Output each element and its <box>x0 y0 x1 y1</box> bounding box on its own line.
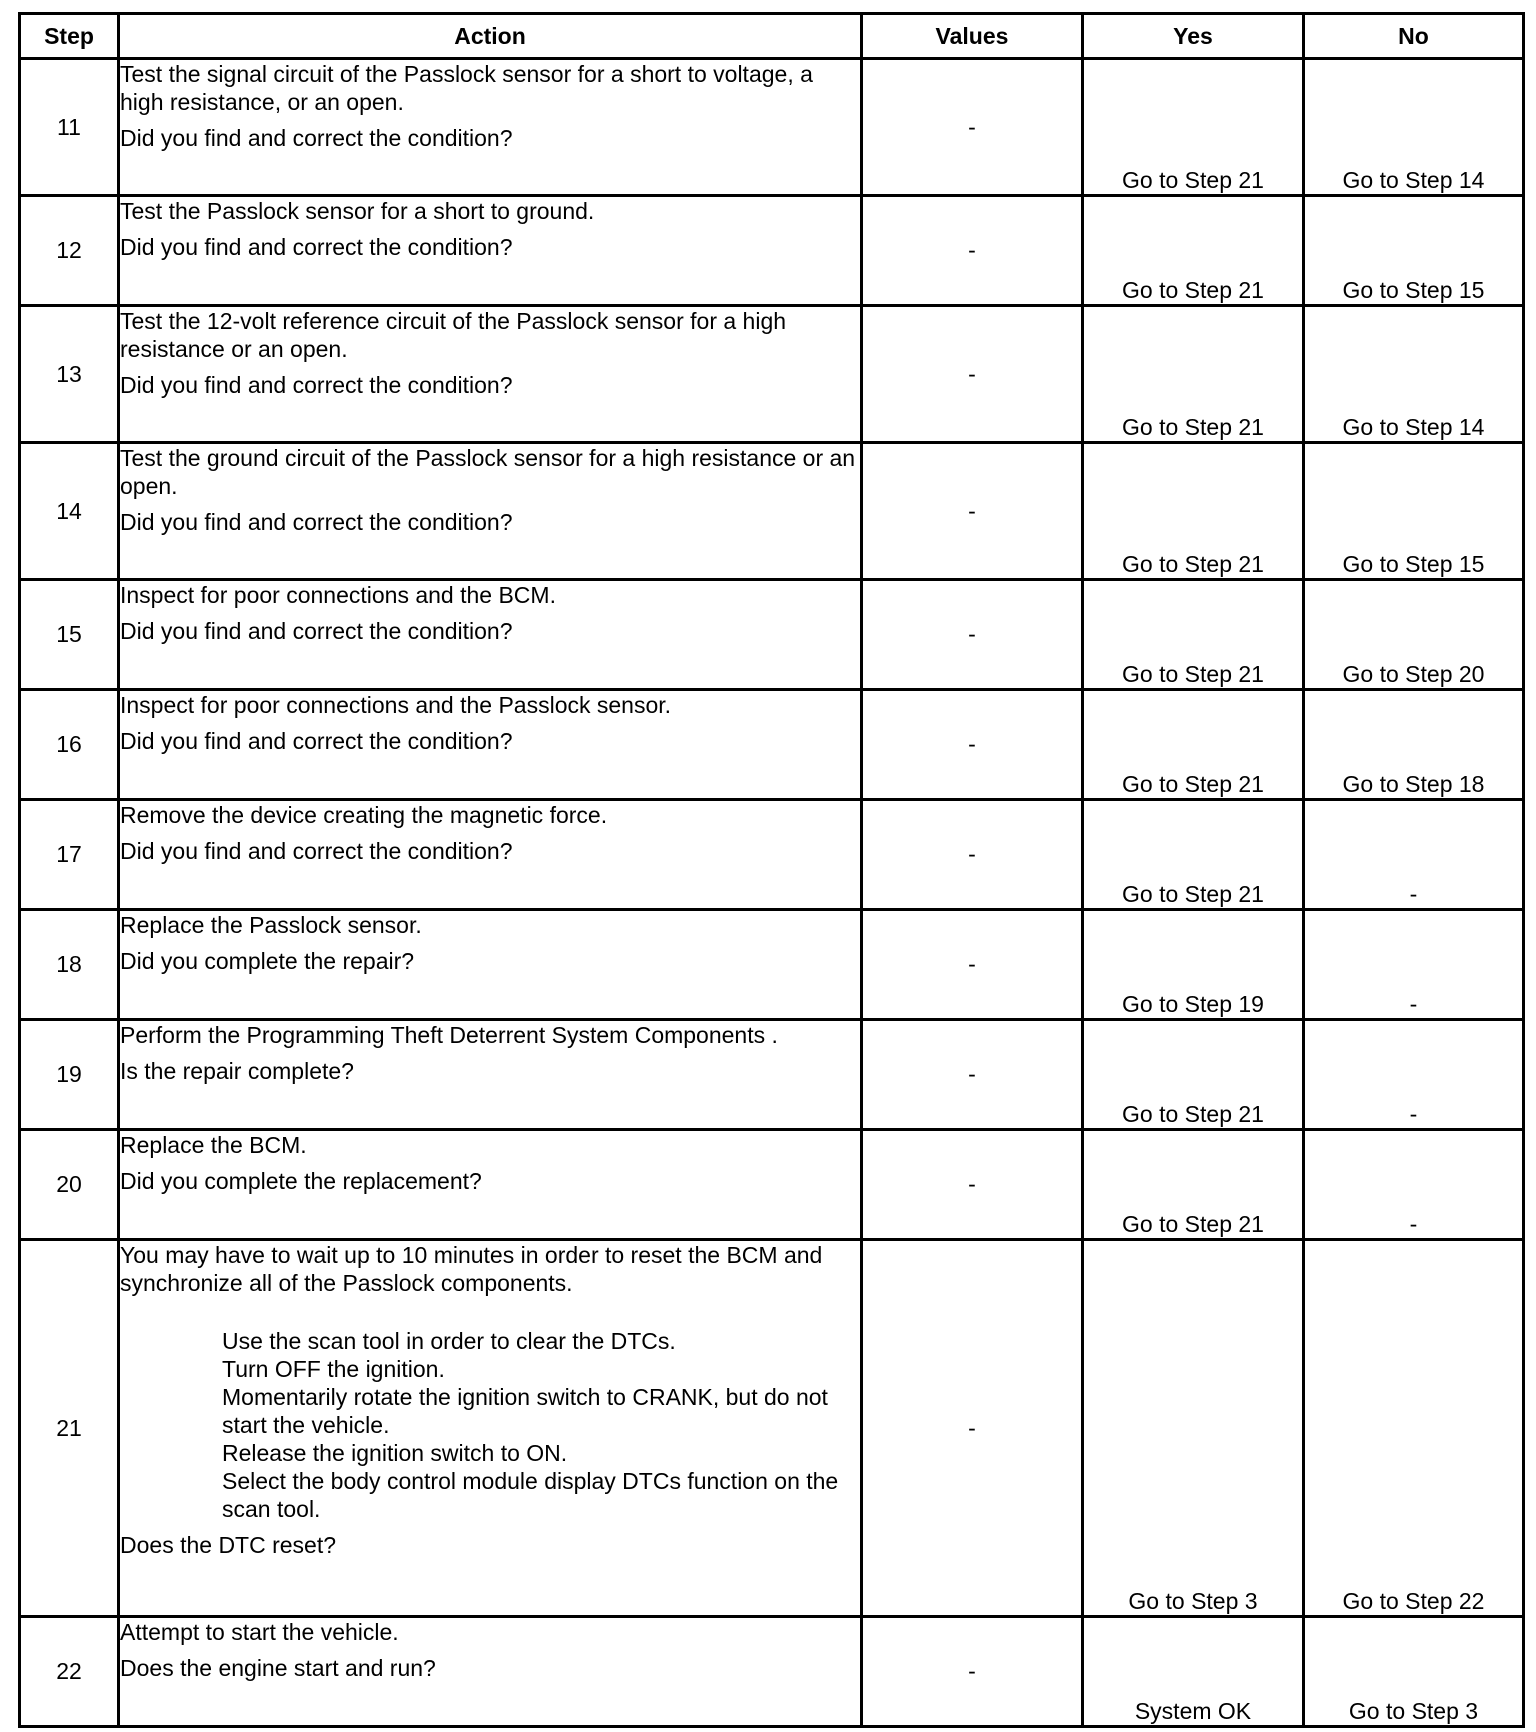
action-question: Is the repair complete? <box>120 1058 354 1085</box>
action-question: Did you find and correct the condition? <box>120 838 513 865</box>
step-number: 15 <box>20 580 119 690</box>
no-cell: Go to Step 15 <box>1304 443 1524 580</box>
table-row <box>20 59 1524 196</box>
table-row <box>20 910 1524 1020</box>
header-row <box>20 14 1524 59</box>
no-cell: - <box>1304 910 1524 1020</box>
action-cell <box>119 690 862 800</box>
action-question: Did you find and correct the condition? <box>120 509 513 536</box>
step-number: 21 <box>20 1240 119 1617</box>
action-instruction: Test the 12-volt reference circuit of the Passlock sensor for a high resistance or an open. <box>120 308 787 363</box>
table-row <box>20 306 1524 443</box>
value-cell: - <box>862 1130 1083 1240</box>
no-cell: Go to Step 20 <box>1304 580 1524 690</box>
step-number: 11 <box>20 59 119 196</box>
action-question: Did you complete the repair? <box>120 948 415 975</box>
no-cell: Go to Step 14 <box>1304 306 1524 443</box>
step-number: 22 <box>20 1617 119 1727</box>
step-number: 20 <box>20 1130 119 1240</box>
no-cell: - <box>1304 1020 1524 1130</box>
action-instruction: You may have to wait up to 10 minutes in order to reset the BCM and synchronize all of the Passlock components. <box>120 1242 823 1297</box>
action-question: Did you find and correct the condition? <box>120 728 513 755</box>
no-cell: Go to Step 3 <box>1304 1617 1524 1727</box>
action-cell <box>119 196 862 306</box>
value-cell: - <box>862 910 1083 1020</box>
no-cell: Go to Step 22 <box>1304 1240 1524 1617</box>
step-number: 13 <box>20 306 119 443</box>
yes-cell: Go to Step 19 <box>1083 910 1304 1020</box>
value-cell: - <box>862 1617 1083 1727</box>
yes-cell: Go to Step 3 <box>1083 1240 1304 1617</box>
substep-list <box>120 1327 860 1523</box>
action-instruction: Replace the BCM. <box>120 1132 307 1158</box>
diagnostic-table <box>18 12 1525 1728</box>
substep-item: Select the body control module display DTCs function on the scan tool. <box>222 1468 839 1523</box>
step-number: 18 <box>20 910 119 1020</box>
header-step: Step <box>20 14 119 59</box>
action-cell <box>119 443 862 580</box>
action-question: Did you find and correct the condition? <box>120 372 513 399</box>
action-cell <box>119 1020 862 1130</box>
yes-cell: Go to Step 21 <box>1083 690 1304 800</box>
value-cell: - <box>862 800 1083 910</box>
table-row <box>20 800 1524 910</box>
value-cell: - <box>862 306 1083 443</box>
yes-cell: Go to Step 21 <box>1083 1020 1304 1130</box>
action-cell <box>119 1130 862 1240</box>
action-instruction: Replace the Passlock sensor. <box>120 912 422 938</box>
action-instruction: Test the signal circuit of the Passlock sensor for a short to voltage, a high resistance, or an open. <box>120 61 813 116</box>
substep-item: Use the scan tool in order to clear the DTCs. <box>222 1328 676 1355</box>
no-cell: Go to Step 15 <box>1304 196 1524 306</box>
no-cell: Go to Step 18 <box>1304 690 1524 800</box>
action-instruction: Inspect for poor connections and the Passlock sensor. <box>120 692 672 718</box>
value-cell: - <box>862 196 1083 306</box>
action-instruction: Remove the device creating the magnetic force. <box>120 802 608 828</box>
action-instruction: Test the Passlock sensor for a short to ground. <box>120 198 595 224</box>
action-question: Did you find and correct the condition? <box>120 125 513 152</box>
action-instruction: Perform the Programming Theft Deterrent System Components . <box>120 1022 778 1048</box>
table-row <box>20 1020 1524 1130</box>
action-cell <box>119 306 862 443</box>
action-question: Did you find and correct the condition? <box>120 618 513 645</box>
header-yes: Yes <box>1083 14 1304 59</box>
no-cell: - <box>1304 800 1524 910</box>
yes-cell: Go to Step 21 <box>1083 196 1304 306</box>
step-number: 12 <box>20 196 119 306</box>
action-instruction: Inspect for poor connections and the BCM. <box>120 582 556 608</box>
step-number: 19 <box>20 1020 119 1130</box>
table-row <box>20 1240 1524 1617</box>
yes-cell: Go to Step 21 <box>1083 1130 1304 1240</box>
yes-cell: Go to Step 21 <box>1083 59 1304 196</box>
action-instruction: Test the ground circuit of the Passlock sensor for a high resistance or an open. <box>120 445 856 500</box>
step-number: 14 <box>20 443 119 580</box>
value-cell: - <box>862 1240 1083 1617</box>
value-cell: - <box>862 690 1083 800</box>
yes-cell: Go to Step 21 <box>1083 580 1304 690</box>
yes-cell: System OK <box>1083 1617 1304 1727</box>
action-question: Does the DTC reset? <box>120 1532 337 1559</box>
value-cell: - <box>862 59 1083 196</box>
action-cell <box>119 1240 862 1617</box>
action-question: Did you complete the replacement? <box>120 1168 482 1195</box>
action-cell <box>119 1617 862 1727</box>
table-row <box>20 690 1524 800</box>
table-row <box>20 196 1524 306</box>
value-cell: - <box>862 580 1083 690</box>
yes-cell: Go to Step 21 <box>1083 443 1304 580</box>
header-no: No <box>1304 14 1524 59</box>
table-row <box>20 443 1524 580</box>
value-cell: - <box>862 1020 1083 1130</box>
step-number: 17 <box>20 800 119 910</box>
substep-item: Turn OFF the ignition. <box>222 1356 445 1383</box>
action-instruction: Attempt to start the vehicle. <box>120 1619 399 1645</box>
no-cell: - <box>1304 1130 1524 1240</box>
value-cell: - <box>862 443 1083 580</box>
substep-item: Momentarily rotate the ignition switch to CRANK, but do not start the vehicle. <box>222 1384 828 1439</box>
table-row <box>20 1130 1524 1240</box>
action-question: Does the engine start and run? <box>120 1655 436 1682</box>
yes-cell: Go to Step 21 <box>1083 800 1304 910</box>
header-action: Action <box>119 14 862 59</box>
table-row <box>20 1617 1524 1727</box>
action-cell <box>119 580 862 690</box>
header-values: Values <box>862 14 1083 59</box>
action-cell <box>119 59 862 196</box>
table-row <box>20 580 1524 690</box>
yes-cell: Go to Step 21 <box>1083 306 1304 443</box>
action-cell <box>119 800 862 910</box>
action-cell <box>119 910 862 1020</box>
substep-item: Release the ignition switch to ON. <box>222 1440 568 1467</box>
no-cell: Go to Step 14 <box>1304 59 1524 196</box>
step-number: 16 <box>20 690 119 800</box>
action-question: Did you find and correct the condition? <box>120 234 513 261</box>
